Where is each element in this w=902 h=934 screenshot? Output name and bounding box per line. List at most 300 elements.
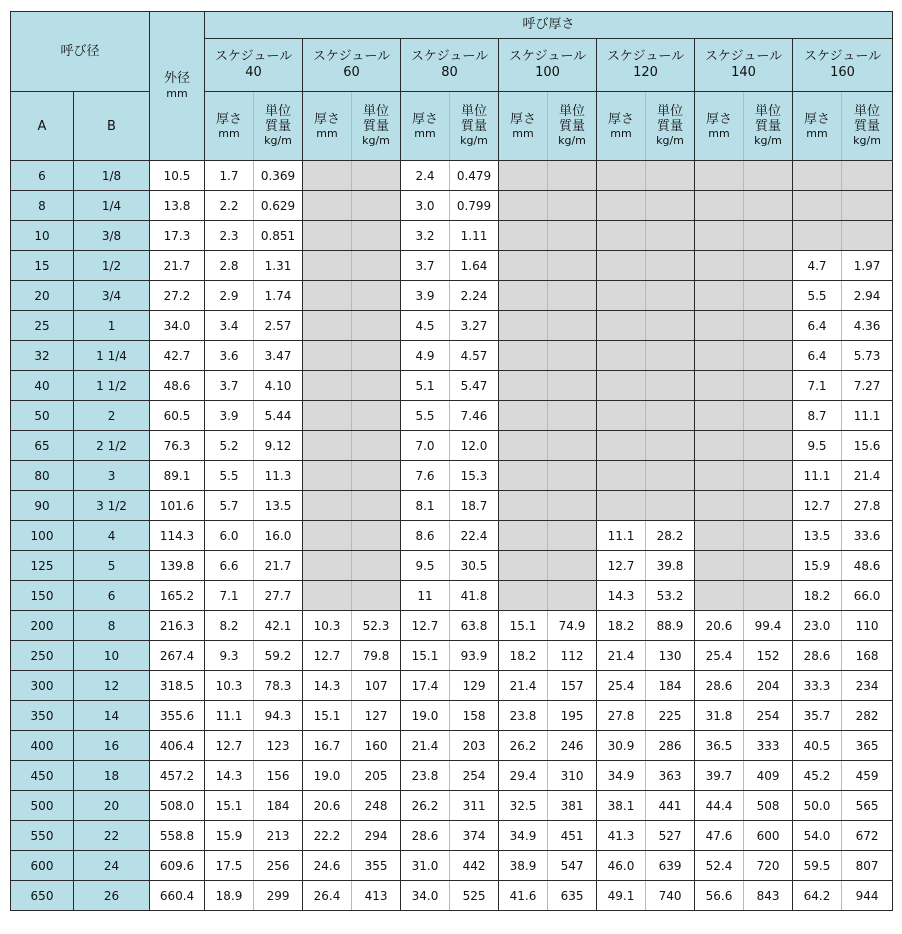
not-applicable-cell — [499, 341, 548, 371]
thickness-cell: 36.5 — [695, 731, 744, 761]
thickness-cell: 10.3 — [205, 671, 254, 701]
thickness-cell: 17.5 — [205, 851, 254, 881]
thickness-label: 厚さ — [706, 111, 733, 127]
unit-mass-unit: kg/m — [853, 134, 881, 147]
thickness-cell: 6.4 — [793, 341, 842, 371]
thickness-cell: 59.5 — [793, 851, 842, 881]
unit-mass-cell: 600 — [744, 821, 793, 851]
not-applicable-cell — [499, 551, 548, 581]
unit-mass-cell: 442 — [450, 851, 499, 881]
thickness-cell: 21.4 — [401, 731, 450, 761]
not-applicable-cell — [646, 431, 695, 461]
thickness-cell: 3.2 — [401, 221, 450, 251]
not-applicable-cell — [352, 251, 401, 281]
not-applicable-cell — [499, 581, 548, 611]
unit-mass-header — [646, 92, 695, 161]
thickness-header — [793, 92, 842, 161]
not-applicable-cell — [744, 461, 793, 491]
unit-mass-cell: 168 — [842, 641, 893, 671]
size-a-cell: 40 — [11, 371, 74, 401]
size-b-cell: 22 — [74, 821, 150, 851]
not-applicable-cell — [352, 431, 401, 461]
thickness-cell: 19.0 — [401, 701, 450, 731]
unit-mass-cell: 205 — [352, 761, 401, 791]
outer-diameter-cell: 10.5 — [150, 161, 205, 191]
thickness-cell: 3.6 — [205, 341, 254, 371]
unit-mass-cell: 21.4 — [842, 461, 893, 491]
outer-diameter-cell: 42.7 — [150, 341, 205, 371]
thickness-unit: mm — [316, 126, 338, 140]
not-applicable-cell — [695, 491, 744, 521]
unit-mass-cell: 225 — [646, 701, 695, 731]
unit-mass-header — [842, 92, 893, 161]
thickness-cell: 17.4 — [401, 671, 450, 701]
not-applicable-cell — [744, 371, 793, 401]
not-applicable-cell — [793, 161, 842, 191]
unit-mass-cell: 527 — [646, 821, 695, 851]
thickness-cell: 15.1 — [401, 641, 450, 671]
not-applicable-cell — [548, 431, 597, 461]
thickness-cell: 5.5 — [793, 281, 842, 311]
not-applicable-cell — [695, 401, 744, 431]
outer-diameter-cell: 318.5 — [150, 671, 205, 701]
unit-mass-cell: 310 — [548, 761, 597, 791]
unit-mass-cell: 9.12 — [254, 431, 303, 461]
not-applicable-cell — [646, 461, 695, 491]
size-b-cell: 3/4 — [74, 281, 150, 311]
unit-mass-cell: 355 — [352, 851, 401, 881]
outer-diameter-cell: 165.2 — [150, 581, 205, 611]
schedule-label: スケジュール — [508, 49, 587, 64]
not-applicable-cell — [744, 221, 793, 251]
thickness-unit: mm — [806, 126, 828, 140]
table-row — [11, 581, 893, 611]
thickness-cell: 15.1 — [303, 701, 352, 731]
thickness-cell: 14.3 — [597, 581, 646, 611]
schedule-140-header — [695, 39, 793, 92]
unit-mass-cell: 282 — [842, 701, 893, 731]
unit-mass-cell: 459 — [842, 761, 893, 791]
thickness-cell: 28.6 — [401, 821, 450, 851]
thickness-cell: 15.1 — [499, 611, 548, 641]
not-applicable-cell — [303, 461, 352, 491]
thickness-cell: 8.7 — [793, 401, 842, 431]
unit-mass-cell: 130 — [646, 641, 695, 671]
not-applicable-cell — [303, 191, 352, 221]
unit-mass-label-2: 質量 — [265, 119, 292, 134]
unit-mass-cell: 7.27 — [842, 371, 893, 401]
unit-mass-cell: 0.851 — [254, 221, 303, 251]
not-applicable-cell — [695, 281, 744, 311]
unit-mass-cell: 672 — [842, 821, 893, 851]
thickness-cell: 35.7 — [793, 701, 842, 731]
size-b-cell: 1 1/2 — [74, 371, 150, 401]
unit-mass-cell: 807 — [842, 851, 893, 881]
outer-diameter-cell: 139.8 — [150, 551, 205, 581]
unit-mass-cell: 7.46 — [450, 401, 499, 431]
schedule-number: 80 — [441, 65, 458, 80]
thickness-cell: 26.2 — [401, 791, 450, 821]
thickness-label: 厚さ — [412, 111, 439, 127]
schedule-number: 160 — [830, 65, 855, 80]
thickness-unit: mm — [512, 126, 534, 140]
not-applicable-cell — [646, 401, 695, 431]
table-row — [11, 641, 893, 671]
unit-mass-cell: 18.7 — [450, 491, 499, 521]
unit-mass-cell: 93.9 — [450, 641, 499, 671]
not-applicable-cell — [548, 311, 597, 341]
size-a-cell: 600 — [11, 851, 74, 881]
thickness-label: 厚さ — [216, 111, 243, 127]
unit-mass-cell: 203 — [450, 731, 499, 761]
outer-diameter-label: 外径 — [164, 71, 191, 86]
thickness-cell: 49.1 — [597, 881, 646, 911]
not-applicable-cell — [744, 311, 793, 341]
thickness-cell: 2.2 — [205, 191, 254, 221]
not-applicable-cell — [352, 371, 401, 401]
size-a-cell: 65 — [11, 431, 74, 461]
unit-mass-cell: 15.3 — [450, 461, 499, 491]
table-row — [11, 521, 893, 551]
unit-mass-cell: 156 — [254, 761, 303, 791]
unit-mass-cell: 2.24 — [450, 281, 499, 311]
schedule-100-header — [499, 39, 597, 92]
size-a-cell: 90 — [11, 491, 74, 521]
thickness-cell: 12.7 — [205, 731, 254, 761]
size-a-cell: 300 — [11, 671, 74, 701]
size-b-cell: 20 — [74, 791, 150, 821]
outer-diameter-cell: 34.0 — [150, 311, 205, 341]
not-applicable-cell — [695, 311, 744, 341]
unit-mass-header — [254, 92, 303, 161]
unit-mass-cell: 413 — [352, 881, 401, 911]
table-row — [11, 881, 893, 911]
thickness-cell: 25.4 — [695, 641, 744, 671]
not-applicable-cell — [352, 281, 401, 311]
outer-diameter-cell: 609.6 — [150, 851, 205, 881]
thickness-cell: 23.8 — [401, 761, 450, 791]
unit-mass-cell: 1.31 — [254, 251, 303, 281]
table-row — [11, 311, 893, 341]
outer-diameter-cell: 508.0 — [150, 791, 205, 821]
outer-diameter-cell: 89.1 — [150, 461, 205, 491]
table-row — [11, 431, 893, 461]
unit-mass-unit: kg/m — [362, 134, 390, 147]
not-applicable-cell — [646, 491, 695, 521]
size-a-cell: 200 — [11, 611, 74, 641]
unit-mass-cell: 41.8 — [450, 581, 499, 611]
table-row — [11, 551, 893, 581]
size-a-cell: 500 — [11, 791, 74, 821]
unit-mass-cell: 27.7 — [254, 581, 303, 611]
table-row — [11, 821, 893, 851]
not-applicable-cell — [695, 251, 744, 281]
thickness-cell: 46.0 — [597, 851, 646, 881]
schedule-label: スケジュール — [606, 49, 685, 64]
unit-mass-cell: 48.6 — [842, 551, 893, 581]
not-applicable-cell — [695, 221, 744, 251]
thickness-cell: 31.8 — [695, 701, 744, 731]
pipe-dimensions-table — [10, 11, 893, 911]
unit-mass-cell: 79.8 — [352, 641, 401, 671]
size-a-cell: 10 — [11, 221, 74, 251]
not-applicable-cell — [744, 491, 793, 521]
not-applicable-cell — [548, 191, 597, 221]
size-b-cell: 2 — [74, 401, 150, 431]
thickness-cell: 6.6 — [205, 551, 254, 581]
unit-mass-cell: 152 — [744, 641, 793, 671]
thickness-cell: 18.2 — [597, 611, 646, 641]
not-applicable-cell — [646, 311, 695, 341]
table-row — [11, 461, 893, 491]
size-a-cell: 80 — [11, 461, 74, 491]
thickness-cell: 18.9 — [205, 881, 254, 911]
unit-mass-cell: 63.8 — [450, 611, 499, 641]
not-applicable-cell — [499, 401, 548, 431]
thickness-cell: 2.3 — [205, 221, 254, 251]
thickness-cell: 7.6 — [401, 461, 450, 491]
thickness-cell: 19.0 — [303, 761, 352, 791]
thickness-cell: 56.6 — [695, 881, 744, 911]
schedule-number: 100 — [535, 65, 560, 80]
outer-diameter-cell: 114.3 — [150, 521, 205, 551]
not-applicable-cell — [499, 191, 548, 221]
not-applicable-cell — [548, 551, 597, 581]
thickness-cell: 4.9 — [401, 341, 450, 371]
schedule-60-header — [303, 39, 401, 92]
thickness-cell: 23.0 — [793, 611, 842, 641]
schedule-80-header — [401, 39, 499, 92]
thickness-cell: 2.8 — [205, 251, 254, 281]
not-applicable-cell — [744, 401, 793, 431]
unit-mass-cell: 88.9 — [646, 611, 695, 641]
schedule-number: 120 — [633, 65, 658, 80]
not-applicable-cell — [744, 251, 793, 281]
unit-mass-cell: 525 — [450, 881, 499, 911]
not-applicable-cell — [352, 401, 401, 431]
unit-mass-cell: 127 — [352, 701, 401, 731]
size-a-cell: 250 — [11, 641, 74, 671]
thickness-cell: 15.1 — [205, 791, 254, 821]
size-a-cell: 350 — [11, 701, 74, 731]
size-b-cell: 2 1/2 — [74, 431, 150, 461]
not-applicable-cell — [646, 371, 695, 401]
thickness-cell: 5.5 — [205, 461, 254, 491]
outer-diameter-cell: 101.6 — [150, 491, 205, 521]
not-applicable-cell — [548, 521, 597, 551]
thickness-cell: 41.6 — [499, 881, 548, 911]
not-applicable-cell — [744, 551, 793, 581]
thickness-cell: 6.4 — [793, 311, 842, 341]
thickness-cell: 45.2 — [793, 761, 842, 791]
not-applicable-cell — [695, 431, 744, 461]
size-a-cell: 25 — [11, 311, 74, 341]
thickness-cell: 3.7 — [401, 251, 450, 281]
not-applicable-cell — [744, 281, 793, 311]
thickness-cell: 23.8 — [499, 701, 548, 731]
thickness-cell: 18.2 — [793, 581, 842, 611]
size-b-cell: 14 — [74, 701, 150, 731]
table-row — [11, 701, 893, 731]
size-a-cell: 6 — [11, 161, 74, 191]
unit-mass-cell: 16.0 — [254, 521, 303, 551]
thickness-cell: 14.3 — [303, 671, 352, 701]
not-applicable-cell — [548, 461, 597, 491]
unit-mass-cell: 0.799 — [450, 191, 499, 221]
size-b-cell: 1 — [74, 311, 150, 341]
thickness-unit: mm — [218, 126, 240, 140]
thickness-cell: 8.1 — [401, 491, 450, 521]
outer-diameter-cell: 21.7 — [150, 251, 205, 281]
thickness-cell: 2.4 — [401, 161, 450, 191]
thickness-cell: 12.7 — [597, 551, 646, 581]
size-b-cell: 18 — [74, 761, 150, 791]
size-a-cell: 650 — [11, 881, 74, 911]
table-row — [11, 341, 893, 371]
schedule-120-header — [597, 39, 695, 92]
not-applicable-cell — [499, 491, 548, 521]
schedule-40-header — [205, 39, 303, 92]
not-applicable-cell — [646, 221, 695, 251]
unit-mass-cell: 157 — [548, 671, 597, 701]
size-a-cell: 8 — [11, 191, 74, 221]
not-applicable-cell — [548, 371, 597, 401]
thickness-unit: mm — [610, 126, 632, 140]
not-applicable-cell — [597, 221, 646, 251]
thickness-cell: 12.7 — [793, 491, 842, 521]
not-applicable-cell — [695, 161, 744, 191]
thickness-cell: 7.1 — [205, 581, 254, 611]
unit-mass-cell: 0.629 — [254, 191, 303, 221]
unit-mass-cell: 843 — [744, 881, 793, 911]
not-applicable-cell — [548, 281, 597, 311]
not-applicable-cell — [597, 251, 646, 281]
size-b-cell: 1/4 — [74, 191, 150, 221]
size-a-cell: 20 — [11, 281, 74, 311]
thickness-cell: 20.6 — [695, 611, 744, 641]
not-applicable-cell — [303, 491, 352, 521]
not-applicable-cell — [597, 491, 646, 521]
not-applicable-cell — [597, 401, 646, 431]
unit-mass-unit: kg/m — [264, 134, 292, 147]
thickness-cell: 27.8 — [597, 701, 646, 731]
unit-mass-cell: 256 — [254, 851, 303, 881]
unit-mass-cell: 110 — [842, 611, 893, 641]
thickness-cell: 10.3 — [303, 611, 352, 641]
thickness-cell: 9.5 — [401, 551, 450, 581]
thickness-cell: 5.7 — [205, 491, 254, 521]
unit-mass-label-2: 質量 — [559, 119, 586, 134]
unit-mass-cell: 333 — [744, 731, 793, 761]
not-applicable-cell — [646, 251, 695, 281]
thickness-header — [205, 92, 254, 161]
not-applicable-cell — [597, 431, 646, 461]
unit-mass-cell: 4.36 — [842, 311, 893, 341]
thickness-label: 厚さ — [804, 111, 831, 127]
outer-diameter-cell: 13.8 — [150, 191, 205, 221]
not-applicable-cell — [499, 281, 548, 311]
unit-mass-cell: 547 — [548, 851, 597, 881]
thickness-cell: 6.0 — [205, 521, 254, 551]
table-row — [11, 221, 893, 251]
outer-diameter-cell: 355.6 — [150, 701, 205, 731]
thickness-cell: 3.4 — [205, 311, 254, 341]
nominal-thickness-header: 呼び厚さ — [205, 12, 893, 39]
not-applicable-cell — [695, 461, 744, 491]
thickness-cell: 21.4 — [499, 671, 548, 701]
thickness-cell: 40.5 — [793, 731, 842, 761]
thickness-label: 厚さ — [510, 111, 537, 127]
thickness-cell: 64.2 — [793, 881, 842, 911]
schedule-label: スケジュール — [410, 49, 489, 64]
unit-mass-cell: 740 — [646, 881, 695, 911]
thickness-cell: 28.6 — [695, 671, 744, 701]
not-applicable-cell — [303, 281, 352, 311]
not-applicable-cell — [597, 191, 646, 221]
unit-mass-unit: kg/m — [656, 134, 684, 147]
thickness-cell: 12.7 — [303, 641, 352, 671]
unit-mass-cell: 94.3 — [254, 701, 303, 731]
not-applicable-cell — [842, 221, 893, 251]
unit-mass-label-1: 単位 — [657, 104, 684, 119]
unit-mass-unit: kg/m — [558, 134, 586, 147]
outer-diameter-unit: mm — [166, 87, 188, 100]
thickness-cell: 13.5 — [793, 521, 842, 551]
size-b-cell: 3/8 — [74, 221, 150, 251]
unit-mass-cell: 74.9 — [548, 611, 597, 641]
thickness-cell: 12.7 — [401, 611, 450, 641]
thickness-cell: 31.0 — [401, 851, 450, 881]
unit-mass-cell: 508 — [744, 791, 793, 821]
size-a-cell: 100 — [11, 521, 74, 551]
not-applicable-cell — [646, 341, 695, 371]
col-a-header: A — [11, 92, 74, 161]
outer-diameter-cell: 457.2 — [150, 761, 205, 791]
not-applicable-cell — [695, 581, 744, 611]
not-applicable-cell — [548, 401, 597, 431]
thickness-cell: 7.0 — [401, 431, 450, 461]
unit-mass-cell: 441 — [646, 791, 695, 821]
unit-mass-unit: kg/m — [460, 134, 488, 147]
thickness-cell: 3.9 — [401, 281, 450, 311]
unit-mass-cell: 363 — [646, 761, 695, 791]
unit-mass-cell: 381 — [548, 791, 597, 821]
thickness-cell: 33.3 — [793, 671, 842, 701]
not-applicable-cell — [597, 341, 646, 371]
thickness-cell: 3.9 — [205, 401, 254, 431]
unit-mass-cell: 195 — [548, 701, 597, 731]
unit-mass-cell: 52.3 — [352, 611, 401, 641]
unit-mass-label-2: 質量 — [657, 119, 684, 134]
not-applicable-cell — [744, 191, 793, 221]
unit-mass-label-2: 質量 — [461, 119, 488, 134]
not-applicable-cell — [548, 161, 597, 191]
col-b-header: B — [74, 92, 150, 161]
outer-diameter-cell: 406.4 — [150, 731, 205, 761]
outer-diameter-cell: 267.4 — [150, 641, 205, 671]
unit-mass-cell: 22.4 — [450, 521, 499, 551]
not-applicable-cell — [597, 311, 646, 341]
not-applicable-cell — [352, 311, 401, 341]
unit-mass-cell: 78.3 — [254, 671, 303, 701]
size-a-cell: 15 — [11, 251, 74, 281]
unit-mass-label-1: 単位 — [461, 104, 488, 119]
table-row — [11, 671, 893, 701]
thickness-cell: 18.2 — [499, 641, 548, 671]
unit-mass-cell: 4.57 — [450, 341, 499, 371]
unit-mass-cell: 30.5 — [450, 551, 499, 581]
schedule-160-header — [793, 39, 893, 92]
